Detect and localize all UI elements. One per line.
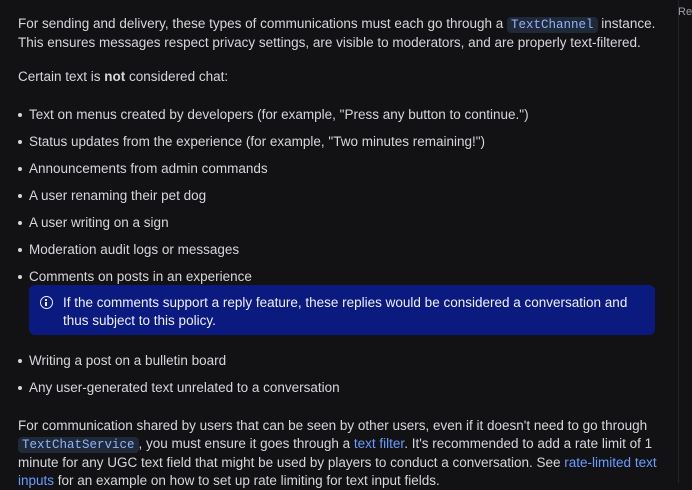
info-callout [29,285,655,335]
code-textchatservice: TextChatService [18,437,139,453]
list-item: A user writing on a sign [18,214,658,232]
intro-text-1: For sending and delivery, these types of communications must each go through a [18,16,508,31]
list-item: Any user-generated text unrelated to a conversation [18,379,658,397]
closing-text-2: , you must ensure it goes through a [138,436,354,451]
code-textchannel: TextChannel [507,17,598,33]
not-chat-bold: not [104,69,126,84]
closing-text-1: For communication shared by users that can be seen by other users, even if it doesn't need to go through [18,418,648,433]
callout-text: If the comments support a reply feature, these replies would be considered a conversation and thus subject to this policy. [63,295,628,328]
intro-text-2: instance. This ensures messages respect privacy settings, are visible to moderators, and are properly text-filtered. [18,16,656,50]
sidebar-divider [678,0,679,483]
not-chat-suffix: considered chat: [125,69,229,84]
intro-paragraph [18,15,658,52]
list-item: A user renaming their pet dog [18,187,658,205]
closing-text-4: for an example on how to set up rate limiting for text input fields. [54,473,440,488]
not-chat-list [18,106,658,286]
not-chat-paragraph [18,68,658,86]
text-filter-link[interactable]: text filter [353,436,405,451]
closing-text-3: . It's recommended to add a rate limit of 1 minute for any UGC text field that might be used by players to conduct a conversation. See [18,436,653,470]
rate-limited-text-inputs-link[interactable]: rate-limited text inputs [18,455,657,488]
closing-paragraph [18,417,658,490]
list-item: Comments on posts in an experience [18,268,658,286]
sidebar-cut-label[interactable]: Re [678,6,692,18]
list-item: Announcements from admin commands [18,160,658,178]
info-icon [40,296,53,309]
list-item: Writing a post on a bulletin board [18,352,658,370]
list-item: Moderation audit logs or messages [18,241,658,259]
article-content [18,15,658,488]
not-chat-prefix: Certain text is [18,69,105,84]
not-chat-list-continued [18,352,658,406]
list-item: Text on menus created by developers (for example, "Press any button to continue.") [18,106,658,124]
list-item: Status updates from the experience (for example, "Two minutes remaining!") [18,133,658,151]
